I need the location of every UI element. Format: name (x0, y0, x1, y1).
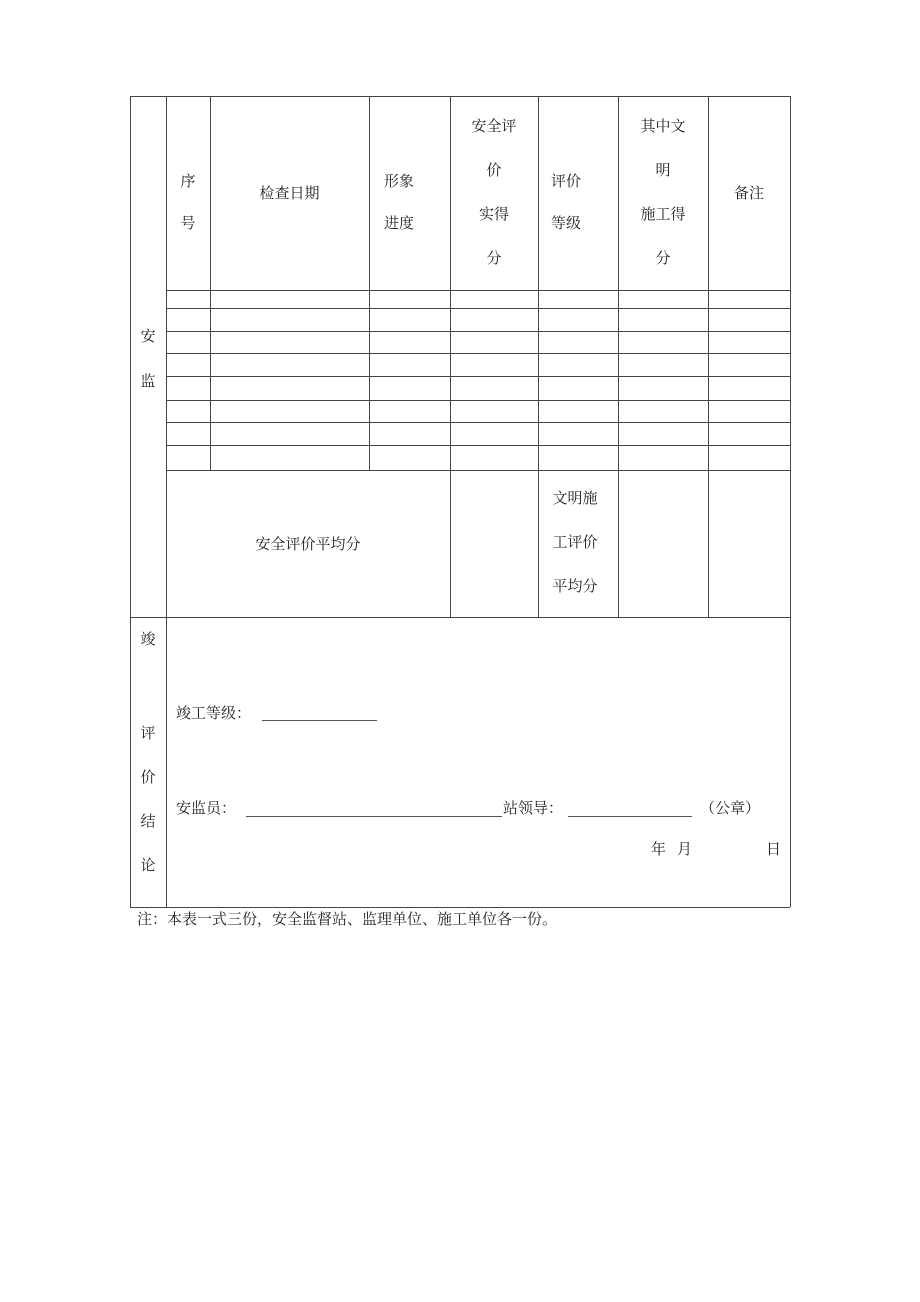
side-label-jian: 监 (140, 372, 156, 390)
side-label-lun: 论 (140, 856, 156, 874)
header-civil-line: 施工得 (640, 205, 686, 223)
row-line (166, 331, 790, 332)
row-line (166, 376, 790, 377)
header-safety-line: 分 (486, 249, 502, 267)
header-seq (166, 160, 210, 244)
row-line (166, 400, 790, 401)
seal-label: （公章） (700, 799, 761, 817)
header-progress-line: 进度 (383, 214, 414, 232)
row-line (166, 445, 790, 446)
civil-average-label (538, 476, 612, 608)
header-seq-line: 序 (180, 172, 196, 190)
header-grade-line: 等级 (550, 214, 581, 232)
header-safety-score (450, 104, 538, 280)
side-label-jie: 结 (140, 812, 156, 830)
completion-grade-label: 竣工等级： (176, 704, 252, 722)
row-line (166, 353, 790, 354)
civil-average-line: 平均分 (552, 577, 598, 595)
table-top-border (130, 96, 790, 97)
section-divider (130, 617, 790, 618)
header-safety-line: 安全评 (471, 117, 517, 135)
footnote: 注：本表一式三份，安全监督站、监理单位、施工单位各一份。 (137, 910, 558, 928)
header-grade (538, 160, 594, 244)
side-label-an: 安 (140, 327, 156, 345)
table-left-border (130, 96, 131, 907)
header-safety-line: 实得 (478, 205, 509, 223)
header-progress (369, 160, 429, 244)
header-civil-line: 明 (655, 161, 671, 179)
header-seq-line: 号 (180, 214, 196, 232)
civil-average-line: 文明施 (552, 489, 598, 507)
col-divider-civil (708, 96, 709, 617)
date-month: 月 (677, 840, 693, 858)
date-day: 日 (766, 840, 782, 858)
row-line (166, 470, 790, 471)
table-right-border (790, 96, 791, 907)
side-label-ping: 评 (140, 724, 156, 742)
header-progress-line: 形象 (383, 172, 414, 190)
inspector-blank[interactable] (246, 816, 502, 817)
header-civil-line: 其中文 (640, 117, 686, 135)
safety-average-label: 安全评价平均分 (255, 535, 361, 553)
civil-average-line: 工评价 (552, 533, 598, 551)
row-line (166, 308, 790, 309)
side-label-jun: 竣 (140, 630, 156, 648)
leader-label: 站领导： (503, 799, 564, 817)
completion-grade-blank[interactable] (262, 720, 377, 721)
side-label-jia: 价 (140, 768, 156, 786)
header-civil-line: 分 (655, 249, 671, 267)
inspector-label: 安监员： (176, 799, 237, 817)
header-date: 检查日期 (259, 184, 320, 202)
col-divider-seq (210, 96, 211, 470)
header-civil-score (618, 104, 708, 280)
header-bottom-line (166, 290, 790, 291)
leader-blank[interactable] (568, 816, 692, 817)
header-safety-line: 价 (486, 161, 502, 179)
header-grade-line: 评价 (550, 172, 581, 190)
header-remark: 备注 (733, 184, 764, 202)
col-divider-date (369, 96, 370, 470)
date-year: 年 (651, 840, 667, 858)
row-line (166, 422, 790, 423)
